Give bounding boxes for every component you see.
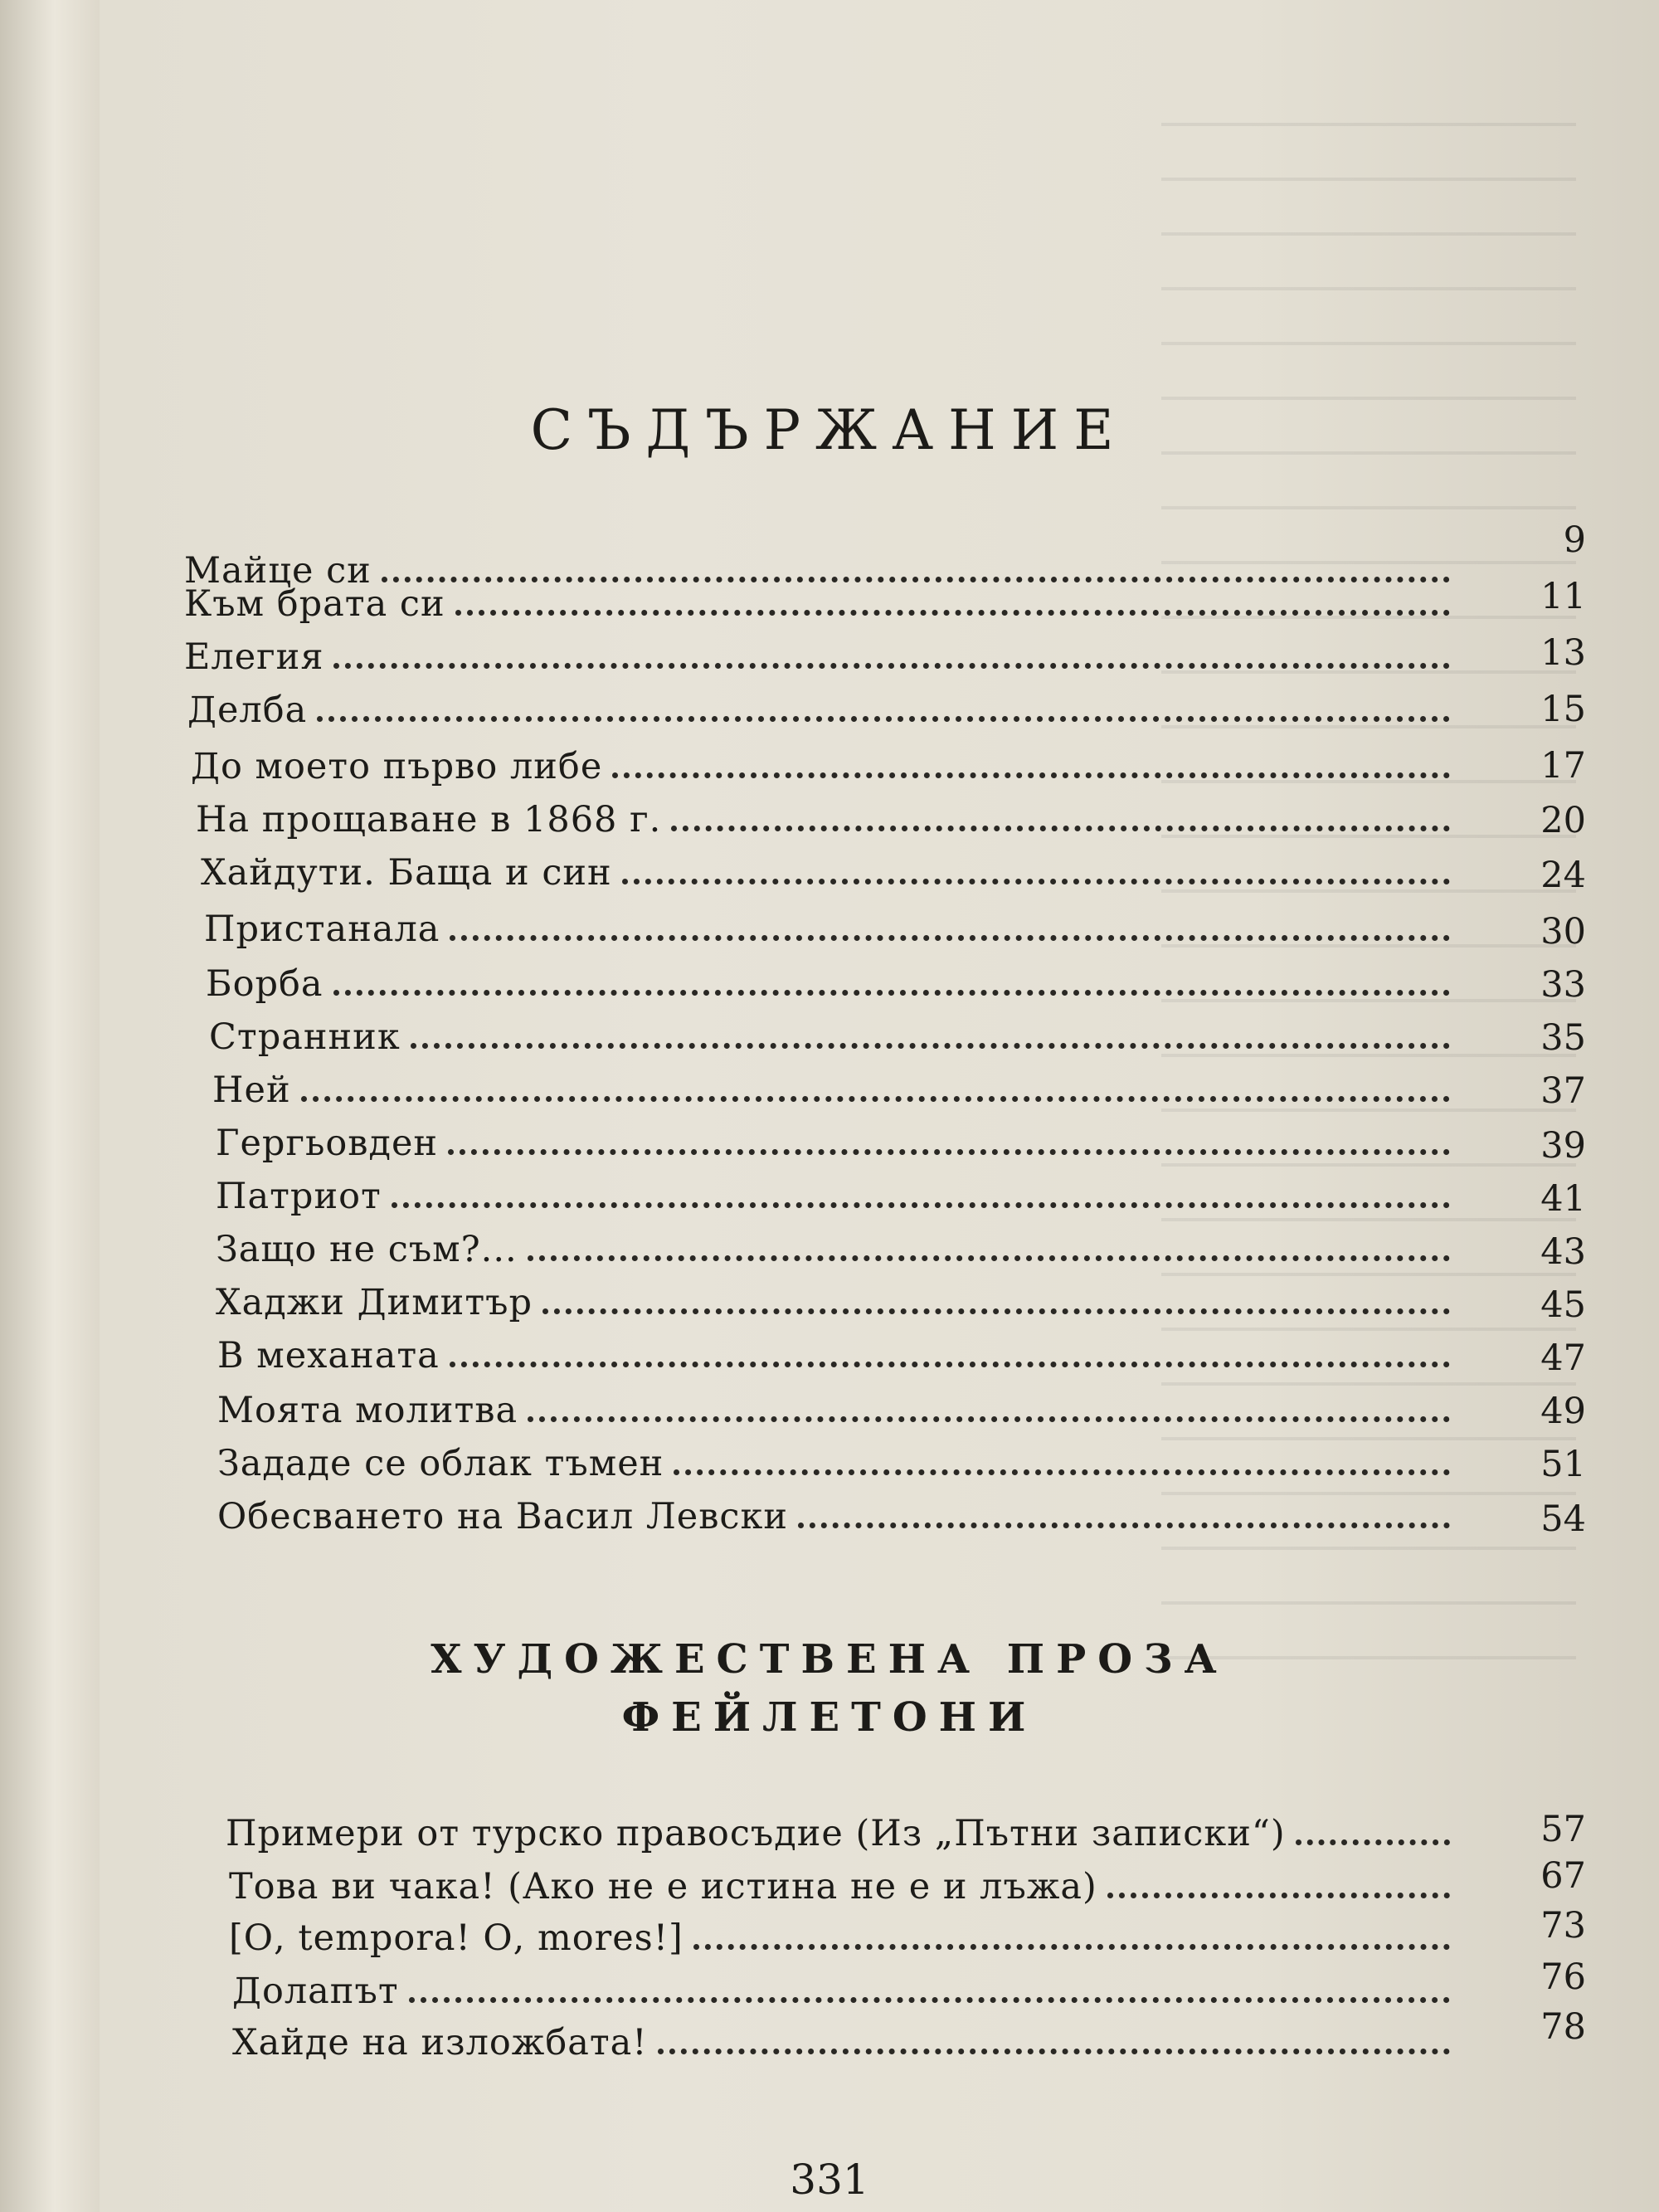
leader-dots [392,1202,1450,1208]
leader-dots [448,1149,1450,1155]
leader-dots [1296,1839,1450,1845]
entry-page: 78 [1540,2006,1586,2048]
entry-title: Хаджи Димитър [216,1282,533,1323]
toc-entry [201,841,1462,894]
leader-dots [674,1469,1450,1475]
leader-dots [450,1362,1450,1367]
entry-title: Делба [187,689,308,731]
entry-page: 17 [1540,745,1586,787]
toc-entry [216,1218,1462,1268]
entry-page: 37 [1540,1070,1586,1112]
leader-dots [409,1997,1450,2003]
entry-title: В механата [217,1335,440,1376]
entry-title: Гергьовден [216,1123,439,1164]
page-number: 331 [790,2156,869,2204]
entry-title: На прощаване в 1868 г. [196,799,662,840]
entry-page: 33 [1540,964,1586,1006]
entry-title: Патриот [216,1176,382,1217]
entry-page: 11 [1540,576,1586,617]
entry-page: 15 [1540,689,1586,730]
leader-dots [671,826,1450,831]
entry-page: 35 [1540,1017,1586,1059]
leader-dots [658,2049,1450,2054]
leader-dots [798,1523,1450,1528]
toc-entry [212,1059,1462,1111]
toc-entry [232,1960,1462,2010]
leader-dots [612,772,1450,778]
entry-title: Това ви чака! (Ако не е истина не е и лъжа) [229,1866,1097,1907]
entry-title: Долапът [232,1971,399,2012]
leader-dots [542,1308,1450,1314]
toc-entry [206,953,1462,1005]
entry-title: Ней [212,1069,291,1111]
toc-entry [217,1379,1462,1429]
entry-title: Хайде на изложбата! [232,2022,648,2063]
entry-title: Примери от турско правосъдие (Из „Пътни записки“) [226,1813,1286,1854]
leader-dots [317,716,1450,722]
leader-dots [528,1416,1450,1422]
toc-entry [217,1485,1462,1535]
leader-dots [1107,1893,1450,1898]
entry-page: 76 [1540,1956,1586,1998]
entry-title: Борба [206,963,324,1005]
leader-dots [693,1944,1450,1950]
entry-page: 45 [1540,1284,1586,1326]
toc-entry [229,1907,1462,1959]
toc-entry [232,2011,1462,2061]
entry-page: 43 [1540,1231,1586,1273]
entry-title: Към брата си [184,583,445,625]
toc-entry [226,1802,1462,1852]
entry-title: До моето първо либе [191,746,603,787]
toc-entry [216,1271,1462,1321]
entry-page: 9 [1563,519,1586,561]
entry-title: Елегия [184,636,324,678]
leader-dots [333,990,1450,996]
entry-title: Пристанала [204,909,440,950]
entry-page: 49 [1540,1391,1586,1432]
entry-title: Зададе се облак тъмен [217,1443,664,1484]
leader-dots [455,610,1450,616]
entry-title: Странник [209,1016,401,1058]
leader-dots [301,1096,1450,1102]
leader-dots [450,935,1450,941]
leader-dots [622,879,1450,884]
entry-page: 67 [1540,1855,1586,1897]
entry-page: 54 [1540,1498,1586,1540]
entry-page: 30 [1540,911,1586,953]
entry-title: Майце си [184,550,372,592]
entry-page: 51 [1540,1444,1586,1485]
entry-title: Хайдути. Баща и син [201,852,612,894]
toc-entry [184,572,1462,625]
toc-entry [217,1432,1462,1482]
book-spine-shadow [0,0,100,2212]
toc-entry [216,1112,1462,1162]
toc-entry [209,1006,1462,1058]
entry-page: 13 [1540,632,1586,674]
entry-title: [О, tempora! О, mores!] [229,1917,684,1959]
leader-dots [333,663,1450,669]
entry-page: 20 [1540,800,1586,841]
entry-page: 47 [1540,1337,1586,1379]
toc-entry [184,626,1462,678]
entry-title: Моята молитва [217,1390,518,1431]
toc-title: СЪДЪРЖАНИЕ [530,398,1129,462]
entry-page: 41 [1540,1178,1586,1220]
toc-entry [191,735,1462,785]
entry-page: 57 [1540,1809,1586,1850]
entry-page: 39 [1540,1125,1586,1167]
leader-dots [528,1255,1450,1261]
toc-entry [196,788,1462,838]
entry-page: 73 [1540,1905,1586,1946]
toc-entry [204,898,1462,948]
leader-dots [411,1043,1450,1049]
toc-entry [216,1165,1462,1215]
entry-title: Защо не съм?... [216,1229,518,1270]
section-title: ХУДОЖЕСТВЕНА ПРОЗА [431,1636,1228,1683]
entry-page: 24 [1540,855,1586,896]
entry-title: Обесването на Васил Левски [217,1496,789,1537]
section-subtitle: ФЕЙЛЕТОНИ [621,1694,1038,1741]
toc-entry [229,1855,1462,1905]
toc-entry [217,1324,1462,1374]
toc-entry [187,679,1462,731]
